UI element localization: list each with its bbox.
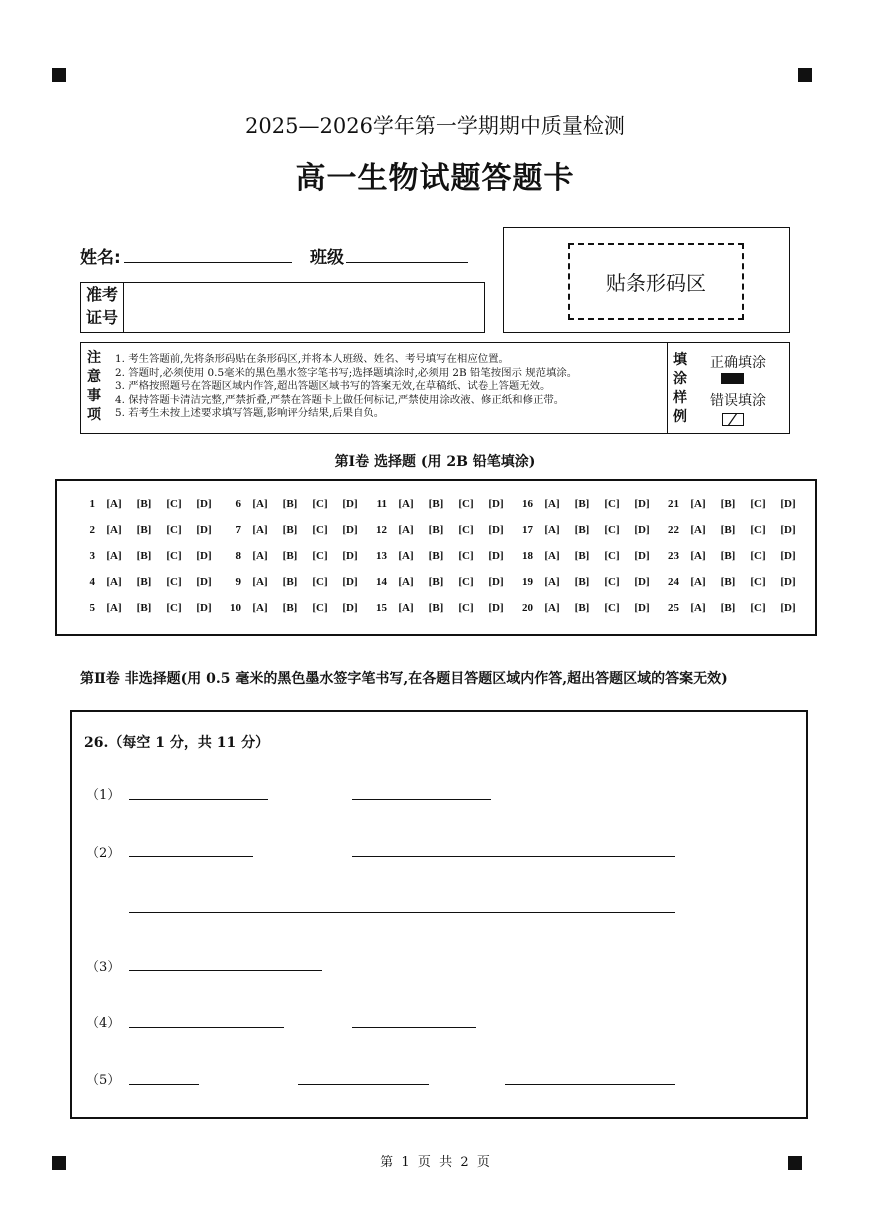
fill-sample-title-char: 填 — [673, 352, 687, 368]
mc-option-bubble[interactable]: [C] — [750, 498, 766, 510]
mc-option-bubble[interactable]: [C] — [604, 498, 620, 510]
mc-option-bubble[interactable]: [A] — [252, 576, 268, 588]
mc-option-bubble[interactable]: [D] — [196, 576, 212, 588]
mc-option-bubble[interactable]: [B] — [282, 498, 298, 510]
mc-option-bubble[interactable]: [C] — [604, 524, 620, 536]
mc-question-number: 22 — [668, 524, 679, 536]
notes-list — [115, 353, 667, 421]
barcode-area — [568, 243, 744, 320]
mc-question — [365, 576, 511, 598]
mc-question-number: 2 — [89, 524, 95, 536]
mc-option-bubble[interactable]: [B] — [282, 576, 298, 588]
mc-option-bubble[interactable]: [A] — [106, 550, 122, 562]
mc-question-number: 23 — [668, 550, 679, 562]
mc-question-number: 24 — [668, 576, 679, 588]
mc-option-bubble[interactable]: [B] — [428, 550, 444, 562]
wrong-fill-label: 错误填涂 — [710, 393, 766, 409]
fill-sample-title-char: 样 — [673, 390, 687, 406]
answer-blank[interactable] — [129, 856, 253, 857]
mc-option-bubble[interactable]: [A] — [106, 498, 122, 510]
part-2-label: （2） — [86, 846, 121, 861]
answer-blank[interactable] — [129, 912, 675, 913]
mc-option-bubble[interactable]: [B] — [282, 524, 298, 536]
mc-option-bubble[interactable]: [B] — [720, 576, 736, 588]
correct-fill-sample — [721, 373, 744, 384]
mc-option-bubble[interactable]: [B] — [428, 576, 444, 588]
mc-option-bubble[interactable]: [C] — [312, 550, 328, 562]
mc-option-bubble[interactable]: [D] — [342, 498, 358, 510]
mc-row — [73, 524, 799, 546]
mc-option-bubble[interactable]: [B] — [574, 576, 590, 588]
class-label: 班级 — [310, 248, 344, 268]
notes-title-char: 意 — [87, 369, 101, 385]
question-26-heading: 26.（每空 1 分，共 11 分） — [84, 735, 270, 751]
mc-question — [219, 602, 365, 624]
mc-question-number: 9 — [235, 576, 241, 588]
mc-option-bubble[interactable]: [C] — [458, 550, 474, 562]
mc-option-bubble[interactable]: [C] — [312, 524, 328, 536]
mc-question — [73, 602, 219, 624]
mc-option-bubble[interactable]: [D] — [488, 576, 504, 588]
mc-option-bubble[interactable]: [A] — [252, 524, 268, 536]
mc-option-bubble[interactable]: [B] — [574, 550, 590, 562]
mc-option-bubble[interactable]: [D] — [488, 524, 504, 536]
mc-option-bubble[interactable]: [D] — [342, 524, 358, 536]
mc-option-bubble[interactable]: [A] — [544, 576, 560, 588]
wrong-fill-sample — [722, 411, 744, 424]
mc-option-bubble[interactable]: [C] — [458, 498, 474, 510]
mc-option-bubble[interactable]: [A] — [690, 524, 706, 536]
fill-sample-title-char: 涂 — [673, 371, 687, 387]
mc-question-number: 15 — [376, 602, 387, 614]
mc-question — [73, 498, 219, 520]
mc-question — [365, 550, 511, 572]
admission-number-field[interactable] — [124, 283, 484, 332]
card-title: 高一生物试题答题卡 — [295, 161, 575, 196]
mc-option-bubble[interactable]: [C] — [312, 576, 328, 588]
mc-option-bubble[interactable]: [B] — [428, 602, 444, 614]
mc-option-bubble[interactable]: [B] — [574, 602, 590, 614]
mc-option-bubble[interactable]: [D] — [488, 498, 504, 510]
mc-question — [511, 498, 657, 520]
mc-option-bubble[interactable]: [D] — [342, 602, 358, 614]
section1-title: 第Ⅰ卷 选择题 (用 2B 铅笔填涂) — [334, 454, 536, 470]
mc-option-bubble[interactable]: [C] — [750, 550, 766, 562]
mc-option-bubble[interactable]: [B] — [720, 524, 736, 536]
mc-question — [219, 576, 365, 598]
mc-option-bubble[interactable]: [B] — [428, 524, 444, 536]
mc-option-bubble[interactable]: [D] — [342, 576, 358, 588]
answer-blank[interactable] — [352, 799, 491, 800]
mc-question-number: 21 — [668, 498, 679, 510]
mc-row — [73, 602, 799, 624]
mc-option-bubble[interactable]: [A] — [544, 602, 560, 614]
note-item: 2. 答题时,必须使用 0.5毫米的黑色墨水签字笔书写;选择题填涂时,必须用 2B 铅笔按图示 规范填涂。 — [115, 366, 578, 379]
mc-option-bubble[interactable]: [D] — [634, 498, 650, 510]
mc-question-number: 12 — [376, 524, 387, 536]
mc-question — [657, 576, 803, 598]
mc-option-bubble[interactable]: [D] — [780, 576, 796, 588]
mc-question-number: 25 — [668, 602, 679, 614]
section2-title: 第Ⅱ卷 非选择题(用 0.5 毫米的黑色墨水签字笔书写,在各题目答题区域内作答,超出答题区域的答案无效) — [80, 671, 728, 687]
mc-option-bubble[interactable]: [C] — [750, 524, 766, 536]
part-5-label: （5） — [86, 1073, 121, 1088]
notes-divider — [667, 343, 668, 433]
mc-option-bubble[interactable]: [D] — [196, 498, 212, 510]
mc-option-bubble[interactable]: [B] — [136, 524, 152, 536]
mc-question-number: 18 — [522, 550, 533, 562]
mc-option-bubble[interactable]: [C] — [604, 602, 620, 614]
note-item: 3. 严格按照题号在答题区域内作答,超出答题区域书写的答案无效,在草稿纸、试卷上答题无效。 — [115, 380, 551, 392]
mc-question — [365, 524, 511, 546]
question-26-area — [70, 710, 808, 1119]
mc-question-number: 19 — [522, 576, 533, 588]
mc-question-number: 13 — [376, 550, 387, 562]
mc-question — [511, 524, 657, 546]
mc-option-bubble[interactable]: [D] — [196, 524, 212, 536]
mc-option-bubble[interactable]: [A] — [252, 498, 268, 510]
notes-title-char: 注 — [87, 350, 101, 366]
mc-option-bubble[interactable]: [D] — [780, 602, 796, 614]
mc-option-bubble[interactable]: [D] — [488, 602, 504, 614]
mc-question — [511, 550, 657, 572]
mc-option-bubble[interactable]: [B] — [428, 498, 444, 510]
part-1-label: （1） — [86, 788, 121, 803]
mc-question — [219, 524, 365, 546]
notes-title-char: 事 — [87, 388, 101, 404]
mc-question-number: 1 — [89, 498, 95, 510]
page-info: 第 1 页 共 2 页 — [380, 1155, 490, 1170]
mc-option-bubble[interactable]: [B] — [574, 524, 590, 536]
mc-question-number: 4 — [89, 576, 95, 588]
mc-option-bubble[interactable]: [C] — [166, 602, 182, 614]
mc-option-bubble[interactable]: [D] — [488, 550, 504, 562]
mc-question-number: 10 — [230, 602, 241, 614]
fill-sample-title — [673, 351, 691, 427]
mc-option-bubble[interactable]: [D] — [634, 550, 650, 562]
mc-option-bubble[interactable]: [C] — [312, 498, 328, 510]
correct-fill-label: 正确填涂 — [710, 355, 766, 371]
mc-row — [73, 576, 799, 598]
exam-term-title: 2025—2026学年第一学期期中质量检测 — [245, 114, 625, 138]
mc-question-number: 7 — [235, 524, 241, 536]
admission-label-cell — [81, 283, 124, 332]
mc-option-bubble[interactable]: [D] — [780, 524, 796, 536]
mc-question — [365, 498, 511, 520]
mc-question — [511, 576, 657, 598]
mc-option-bubble[interactable]: [A] — [398, 524, 414, 536]
mc-option-bubble[interactable]: [A] — [544, 498, 560, 510]
mc-option-bubble[interactable]: [D] — [342, 550, 358, 562]
mc-option-bubble[interactable]: [C] — [604, 576, 620, 588]
mc-question — [73, 550, 219, 572]
mc-option-bubble[interactable]: [C] — [312, 602, 328, 614]
mc-option-bubble[interactable]: [C] — [458, 524, 474, 536]
mc-question — [657, 550, 803, 572]
mc-question — [511, 602, 657, 624]
mc-option-bubble[interactable]: [A] — [252, 602, 268, 614]
mc-row — [73, 550, 799, 572]
class-field[interactable] — [346, 262, 468, 263]
mc-option-bubble[interactable]: [B] — [720, 498, 736, 510]
mc-question-number: 16 — [522, 498, 533, 510]
mc-option-bubble[interactable]: [C] — [166, 498, 182, 510]
fill-sample-title-char: 例 — [673, 409, 687, 425]
mc-option-bubble[interactable]: [A] — [398, 498, 414, 510]
mc-option-bubble[interactable]: [D] — [634, 576, 650, 588]
mc-question-number: 3 — [89, 550, 95, 562]
mc-option-bubble[interactable]: [A] — [690, 602, 706, 614]
note-item: 5. 若考生未按上述要求填写答题,影响评分结果,后果自负。 — [115, 407, 385, 419]
mc-option-bubble[interactable]: [A] — [106, 576, 122, 588]
mc-question-number: 20 — [522, 602, 533, 614]
mc-option-bubble[interactable]: [D] — [196, 602, 212, 614]
mc-option-bubble[interactable]: [C] — [750, 602, 766, 614]
mc-option-bubble[interactable]: [A] — [690, 498, 706, 510]
answer-blank[interactable] — [129, 1027, 284, 1028]
mc-option-bubble[interactable]: [A] — [544, 524, 560, 536]
answer-blank[interactable] — [129, 799, 268, 800]
notes-box — [80, 342, 790, 434]
admission-label-line1: 准考 — [85, 285, 118, 304]
corner-marker-top-right — [798, 68, 812, 82]
part-4-label: （4） — [86, 1016, 121, 1031]
answer-blank[interactable] — [352, 856, 675, 857]
mc-option-bubble[interactable]: [A] — [106, 602, 122, 614]
mc-question — [365, 602, 511, 624]
mc-option-bubble[interactable]: [B] — [136, 576, 152, 588]
mc-option-bubble[interactable]: [B] — [282, 550, 298, 562]
mc-question-number: 5 — [89, 602, 95, 614]
mc-option-bubble[interactable]: [D] — [634, 524, 650, 536]
barcode-panel — [503, 227, 790, 333]
mc-option-bubble[interactable]: [C] — [166, 550, 182, 562]
mc-option-bubble[interactable]: [D] — [634, 602, 650, 614]
mc-question — [657, 524, 803, 546]
mc-option-bubble[interactable]: [D] — [196, 550, 212, 562]
mc-option-bubble[interactable]: [B] — [136, 498, 152, 510]
mc-option-bubble[interactable]: [A] — [690, 550, 706, 562]
mc-option-bubble[interactable]: [A] — [544, 550, 560, 562]
answer-blank[interactable] — [129, 970, 322, 971]
mc-question — [73, 524, 219, 546]
mc-question — [219, 498, 365, 520]
multiple-choice-box — [55, 479, 817, 636]
mc-option-bubble[interactable]: [A] — [252, 550, 268, 562]
mc-option-bubble[interactable]: [C] — [166, 576, 182, 588]
mc-question-number: 17 — [522, 524, 533, 536]
mc-option-bubble[interactable]: [D] — [780, 498, 796, 510]
mc-option-bubble[interactable]: [B] — [720, 550, 736, 562]
name-label: 姓名: — [80, 248, 121, 268]
mc-option-bubble[interactable]: [C] — [750, 576, 766, 588]
mc-option-bubble[interactable]: [A] — [398, 550, 414, 562]
mc-option-bubble[interactable]: [B] — [574, 498, 590, 510]
barcode-label: 贴条形码区 — [606, 271, 706, 295]
mc-question-number: 8 — [235, 550, 241, 562]
mc-option-bubble[interactable]: [B] — [136, 550, 152, 562]
name-field[interactable] — [124, 262, 292, 263]
mc-question-number: 6 — [235, 498, 241, 510]
mc-option-bubble[interactable]: [B] — [136, 602, 152, 614]
mc-option-bubble[interactable]: [A] — [106, 524, 122, 536]
notes-title-char: 项 — [87, 407, 101, 423]
answer-blank[interactable] — [505, 1084, 675, 1085]
admission-number-box — [80, 282, 485, 333]
mc-option-bubble[interactable]: [C] — [458, 576, 474, 588]
corner-marker-top-left — [52, 68, 66, 82]
note-item: 1. 考生答题前,先将条形码贴在条形码区,并将本人班级、姓名、考号填写在相应位置。 — [115, 353, 509, 365]
mc-option-bubble[interactable]: [A] — [398, 576, 414, 588]
answer-blank[interactable] — [352, 1027, 476, 1028]
mc-option-bubble[interactable]: [C] — [604, 550, 620, 562]
mc-question — [657, 602, 803, 624]
mc-question-number: 14 — [376, 576, 387, 588]
mc-option-bubble[interactable]: [A] — [398, 602, 414, 614]
mc-option-bubble[interactable]: [D] — [780, 550, 796, 562]
mc-question — [219, 550, 365, 572]
mc-question-number: 11 — [376, 498, 387, 510]
mc-option-bubble[interactable]: [B] — [720, 602, 736, 614]
mc-option-bubble[interactable]: [B] — [282, 602, 298, 614]
mc-option-bubble[interactable]: [C] — [166, 524, 182, 536]
mc-question — [657, 498, 803, 520]
part-3-label: （3） — [86, 960, 121, 975]
mc-question — [73, 576, 219, 598]
admission-label-line2: 证号 — [85, 308, 118, 327]
notes-title — [87, 349, 105, 425]
note-item: 4. 保持答题卡清洁完整,严禁折叠,严禁在答题卡上做任何标记,严禁使用涂改液、修正纸和修正带。 — [115, 393, 565, 406]
answer-blank[interactable] — [298, 1084, 429, 1085]
mc-row — [73, 498, 799, 520]
mc-option-bubble[interactable]: [C] — [458, 602, 474, 614]
mc-option-bubble[interactable]: [A] — [690, 576, 706, 588]
answer-blank[interactable] — [129, 1084, 199, 1085]
